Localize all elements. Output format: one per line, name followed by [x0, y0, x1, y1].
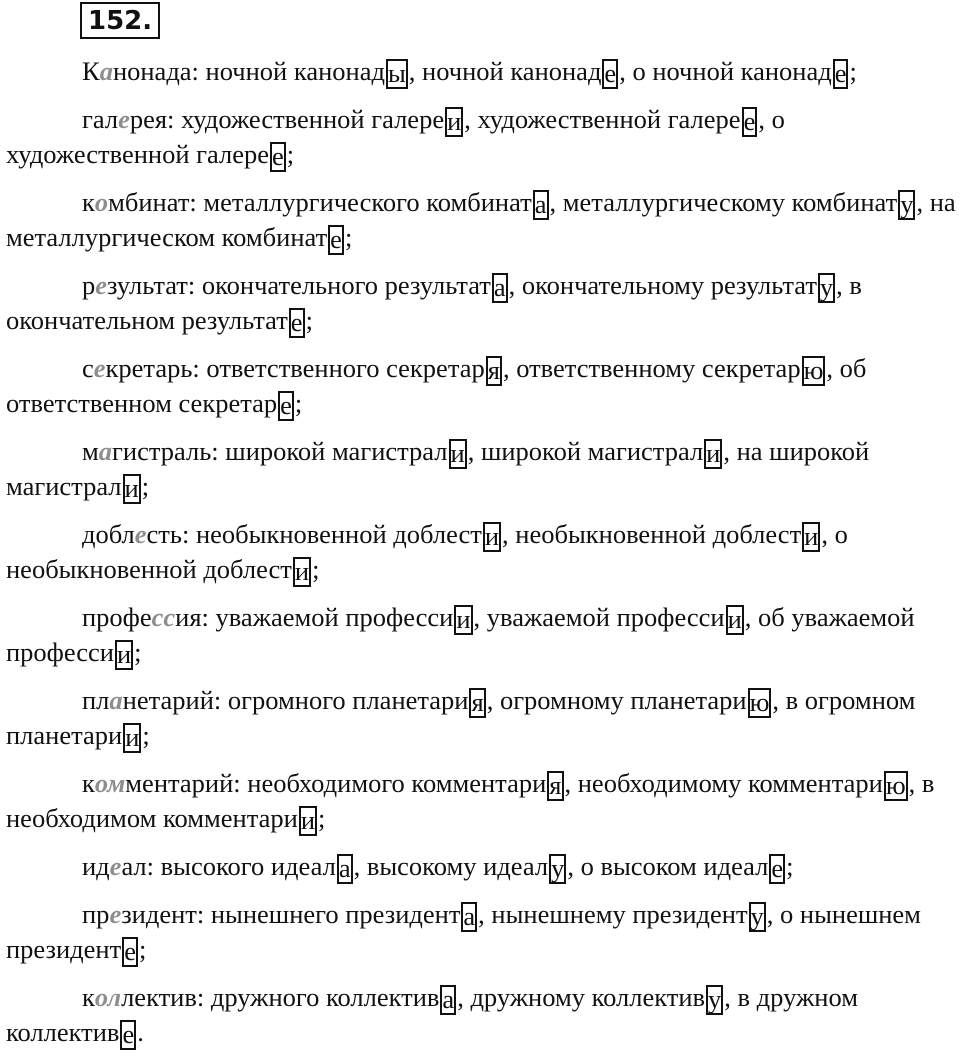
ending-box: я	[471, 687, 484, 717]
headword-part: рея:	[129, 104, 175, 134]
headword	[82, 685, 221, 715]
stressed-letter: е	[118, 104, 130, 134]
ending-box: а	[442, 984, 455, 1014]
separator: ,	[916, 187, 924, 217]
ending-box: е	[122, 1019, 135, 1049]
word-form	[581, 851, 794, 881]
ending-box: ю	[749, 687, 770, 717]
ending-box: и	[294, 556, 310, 586]
ending-box: е	[124, 936, 136, 966]
word-stem: окончательному результат	[521, 270, 817, 300]
ending-box: ю	[885, 770, 906, 800]
stressed-letter: а	[98, 436, 113, 466]
ending-box: а	[493, 272, 506, 302]
separator: ,	[836, 270, 843, 300]
headword-part: лектив:	[121, 982, 205, 1012]
stressed-letter: е	[93, 353, 106, 383]
separator: ;	[786, 851, 794, 881]
headword	[82, 56, 199, 86]
headword-part: пл	[82, 685, 110, 715]
separator: ;	[141, 471, 150, 501]
headword-part: с	[82, 353, 94, 383]
separator: ,	[908, 768, 916, 798]
word-stem: необходимого комментари	[247, 768, 547, 798]
ending-box: и	[706, 438, 721, 468]
word-form	[478, 104, 765, 134]
word-form	[367, 851, 574, 881]
word-form	[515, 519, 828, 549]
separator: ,	[478, 899, 485, 929]
word-form	[491, 899, 773, 929]
separator: ;	[312, 554, 320, 584]
ending-box: и	[116, 639, 132, 669]
ending-box: е	[604, 58, 617, 88]
word-form	[216, 602, 481, 632]
word-form	[225, 436, 474, 466]
separator: ,	[821, 519, 828, 549]
word-stem: дружного коллектив	[210, 982, 440, 1012]
separator: ;	[138, 934, 147, 964]
headword-part: м	[82, 436, 99, 466]
headword-part: зидент:	[121, 899, 205, 929]
ending-box: ю	[803, 355, 824, 385]
separator: ;	[305, 305, 313, 335]
ending-box: е	[290, 307, 303, 337]
ending-box: у	[900, 189, 914, 219]
headword	[82, 187, 197, 217]
ending-box: и	[456, 604, 471, 634]
ending-box: у	[750, 901, 764, 931]
separator: ,	[457, 982, 464, 1012]
headword-part: профе	[82, 602, 152, 632]
headword-part: к	[82, 187, 95, 217]
word-form	[470, 982, 730, 1012]
separator: ,	[567, 851, 574, 881]
stressed-letter: е	[109, 851, 122, 881]
stressed-letter: ол	[94, 982, 122, 1012]
word-stem: о необыкновенной доблест	[6, 519, 848, 584]
word-stem: в дружном коллектив	[6, 982, 858, 1047]
list-item	[6, 517, 956, 587]
word-form	[206, 56, 416, 86]
headword	[82, 104, 174, 134]
word-stem: ответственного секретар	[206, 353, 485, 383]
list-item	[6, 268, 956, 338]
list-item	[6, 102, 956, 172]
separator: ,	[473, 602, 481, 632]
word-stem: огромного планетари	[227, 685, 469, 715]
headword-part: зультат:	[107, 270, 196, 300]
ending-box: а	[463, 901, 476, 931]
headword	[82, 436, 219, 466]
headword-part: нонада:	[112, 56, 199, 86]
word-form	[196, 519, 509, 549]
stressed-letter: сс	[151, 602, 176, 632]
separator: ,	[464, 104, 471, 134]
separator: ,	[744, 602, 752, 632]
word-form	[206, 353, 509, 383]
word-stem: дружному коллектив	[470, 982, 706, 1012]
word-stem: металлургического комбинат	[203, 187, 532, 217]
headword-part: гал	[82, 104, 119, 134]
ending-box: я	[549, 770, 562, 800]
ending-box: и	[804, 521, 819, 551]
headword-part: добл	[82, 519, 135, 549]
word-form	[522, 270, 843, 300]
separator: ,	[549, 187, 557, 217]
ending-box: е	[272, 141, 284, 171]
headword-part: К	[82, 56, 100, 86]
word-stem: художественной галере	[181, 104, 445, 134]
separator: ,	[758, 104, 765, 134]
ending-box: у	[819, 272, 834, 302]
separator: ,	[724, 982, 731, 1012]
headword	[82, 519, 189, 549]
separator: ;	[134, 637, 142, 667]
word-stem: о художественной галере	[6, 104, 785, 169]
ending-box: и	[447, 106, 462, 136]
word-stem: ответственному секретар	[516, 353, 801, 383]
headword-part: ид	[82, 851, 110, 881]
word-stem: широкой магистрал	[225, 436, 448, 466]
stressed-letter: е	[95, 270, 108, 300]
ending-box: и	[727, 604, 742, 634]
separator: ,	[766, 899, 774, 929]
word-form	[563, 187, 923, 217]
list-item	[6, 897, 956, 967]
separator: ,	[502, 353, 510, 383]
headword-part: ментарий:	[125, 768, 241, 798]
headword	[82, 851, 154, 881]
list-item	[6, 434, 956, 504]
stressed-letter: а	[109, 685, 123, 715]
ending-box: ы	[387, 58, 406, 88]
word-stem: ночной канонад	[422, 56, 602, 86]
headword-part: р	[82, 270, 96, 300]
word-form	[487, 602, 752, 632]
word-stem: об ответственном секретар	[6, 353, 867, 418]
word-stem: высокого идеал	[160, 851, 336, 881]
ending-box: и	[300, 805, 316, 835]
word-form	[632, 56, 856, 86]
separator: ,	[772, 685, 780, 715]
separator: ,	[508, 270, 516, 300]
separator: ,	[353, 851, 361, 881]
ending-box: е	[330, 224, 342, 254]
ending-box: у	[708, 984, 722, 1014]
word-stem: в огромном планетари	[6, 685, 916, 750]
separator: ,	[826, 353, 834, 383]
list-item	[6, 185, 956, 255]
headword-part: ал:	[121, 851, 155, 881]
list-item	[6, 683, 956, 753]
word-stem: высокому идеал	[366, 851, 549, 881]
stressed-letter: е	[134, 519, 147, 549]
exercise-number: 152.	[80, 2, 160, 39]
headword-part: к	[82, 768, 95, 798]
separator: ,	[619, 56, 626, 86]
ending-box: е	[834, 58, 847, 88]
ending-box: е	[743, 106, 756, 136]
stressed-letter: о	[94, 187, 109, 217]
ending-box: и	[450, 438, 465, 468]
separator: ;	[344, 222, 353, 252]
headword	[82, 899, 204, 929]
word-stem: металлургическому комбинат	[562, 187, 898, 217]
headword-part: к	[82, 982, 95, 1012]
ending-box: и	[484, 521, 500, 551]
separator: ,	[723, 436, 730, 466]
separator: .	[137, 1017, 144, 1047]
stressed-letter: ом	[94, 768, 126, 798]
separator: ,	[486, 685, 494, 715]
headword-part: пр	[82, 899, 110, 929]
word-form	[228, 685, 493, 715]
word-stem: в необходимом комментари	[6, 768, 935, 833]
separator: ,	[408, 56, 416, 86]
list-item	[6, 351, 956, 421]
ending-box: е	[771, 853, 784, 883]
ending-box: и	[125, 722, 140, 752]
ending-box: и	[124, 473, 139, 503]
ending-box: у	[551, 853, 565, 883]
word-stem: необыкновенной доблест	[515, 519, 802, 549]
list-item	[6, 849, 956, 884]
headword	[82, 353, 200, 383]
headword-part: ия:	[175, 602, 209, 632]
word-form	[161, 851, 361, 881]
word-stem: уважаемой професси	[215, 602, 454, 632]
word-stem: о ночной канонад	[632, 56, 832, 86]
ending-box: а	[338, 853, 351, 883]
word-stem: необыкновенной доблест	[195, 519, 482, 549]
ending-box: е	[280, 390, 292, 420]
word-form	[211, 982, 464, 1012]
word-stem: ночной канонад	[205, 56, 385, 86]
list-item	[6, 54, 956, 89]
separator: ;	[286, 139, 295, 169]
word-stem: широкой магистрал	[480, 436, 704, 466]
word-stem: в окончательном результат	[6, 270, 862, 335]
word-stem: о высоком идеал	[580, 851, 769, 881]
headword	[82, 270, 195, 300]
word-stem: на металлургическом комбинат	[6, 187, 956, 252]
separator: ;	[849, 56, 857, 86]
list-item	[6, 980, 956, 1050]
headword-part: гистраль:	[112, 436, 219, 466]
separator: ,	[502, 519, 509, 549]
word-form	[202, 270, 515, 300]
separator: ,	[564, 768, 572, 798]
word-form	[516, 353, 833, 383]
word-form	[211, 899, 485, 929]
word-stem: нынешнего президент	[210, 899, 461, 929]
word-stem: об уважаемой професси	[6, 602, 915, 667]
entry-list	[6, 54, 956, 1063]
word-form	[500, 685, 779, 715]
separator: ,	[467, 436, 475, 466]
word-form	[203, 187, 556, 217]
word-form	[247, 768, 571, 798]
word-stem: художественной галере	[477, 104, 741, 134]
list-item	[6, 600, 956, 670]
headword-part: мбинат:	[108, 187, 197, 217]
separator: ;	[294, 388, 303, 418]
word-stem: нынешнему президент	[491, 899, 748, 929]
word-stem: необходимому комментари	[577, 768, 883, 798]
word-stem: уважаемой професси	[486, 602, 725, 632]
word-form	[481, 436, 730, 466]
headword	[82, 602, 209, 632]
word-stem: на широкой магистрал	[6, 436, 870, 501]
word-form	[181, 104, 471, 134]
headword	[82, 982, 204, 1012]
headword-part: нетарий:	[122, 685, 222, 715]
word-form	[578, 768, 916, 798]
headword-part: кретарь:	[105, 353, 200, 383]
stressed-letter: е	[109, 899, 122, 929]
word-form	[422, 56, 626, 86]
separator: ;	[318, 803, 326, 833]
headword	[82, 768, 241, 798]
list-item	[6, 766, 956, 836]
word-stem: окончательного результат	[201, 270, 491, 300]
ending-box: а	[534, 189, 547, 219]
word-stem: огромному планетари	[499, 685, 747, 715]
word-stem: о нынешнем президент	[6, 899, 921, 964]
stressed-letter: а	[99, 56, 113, 86]
separator: ;	[142, 720, 150, 750]
ending-box: я	[487, 355, 500, 385]
headword-part: сть:	[146, 519, 190, 549]
